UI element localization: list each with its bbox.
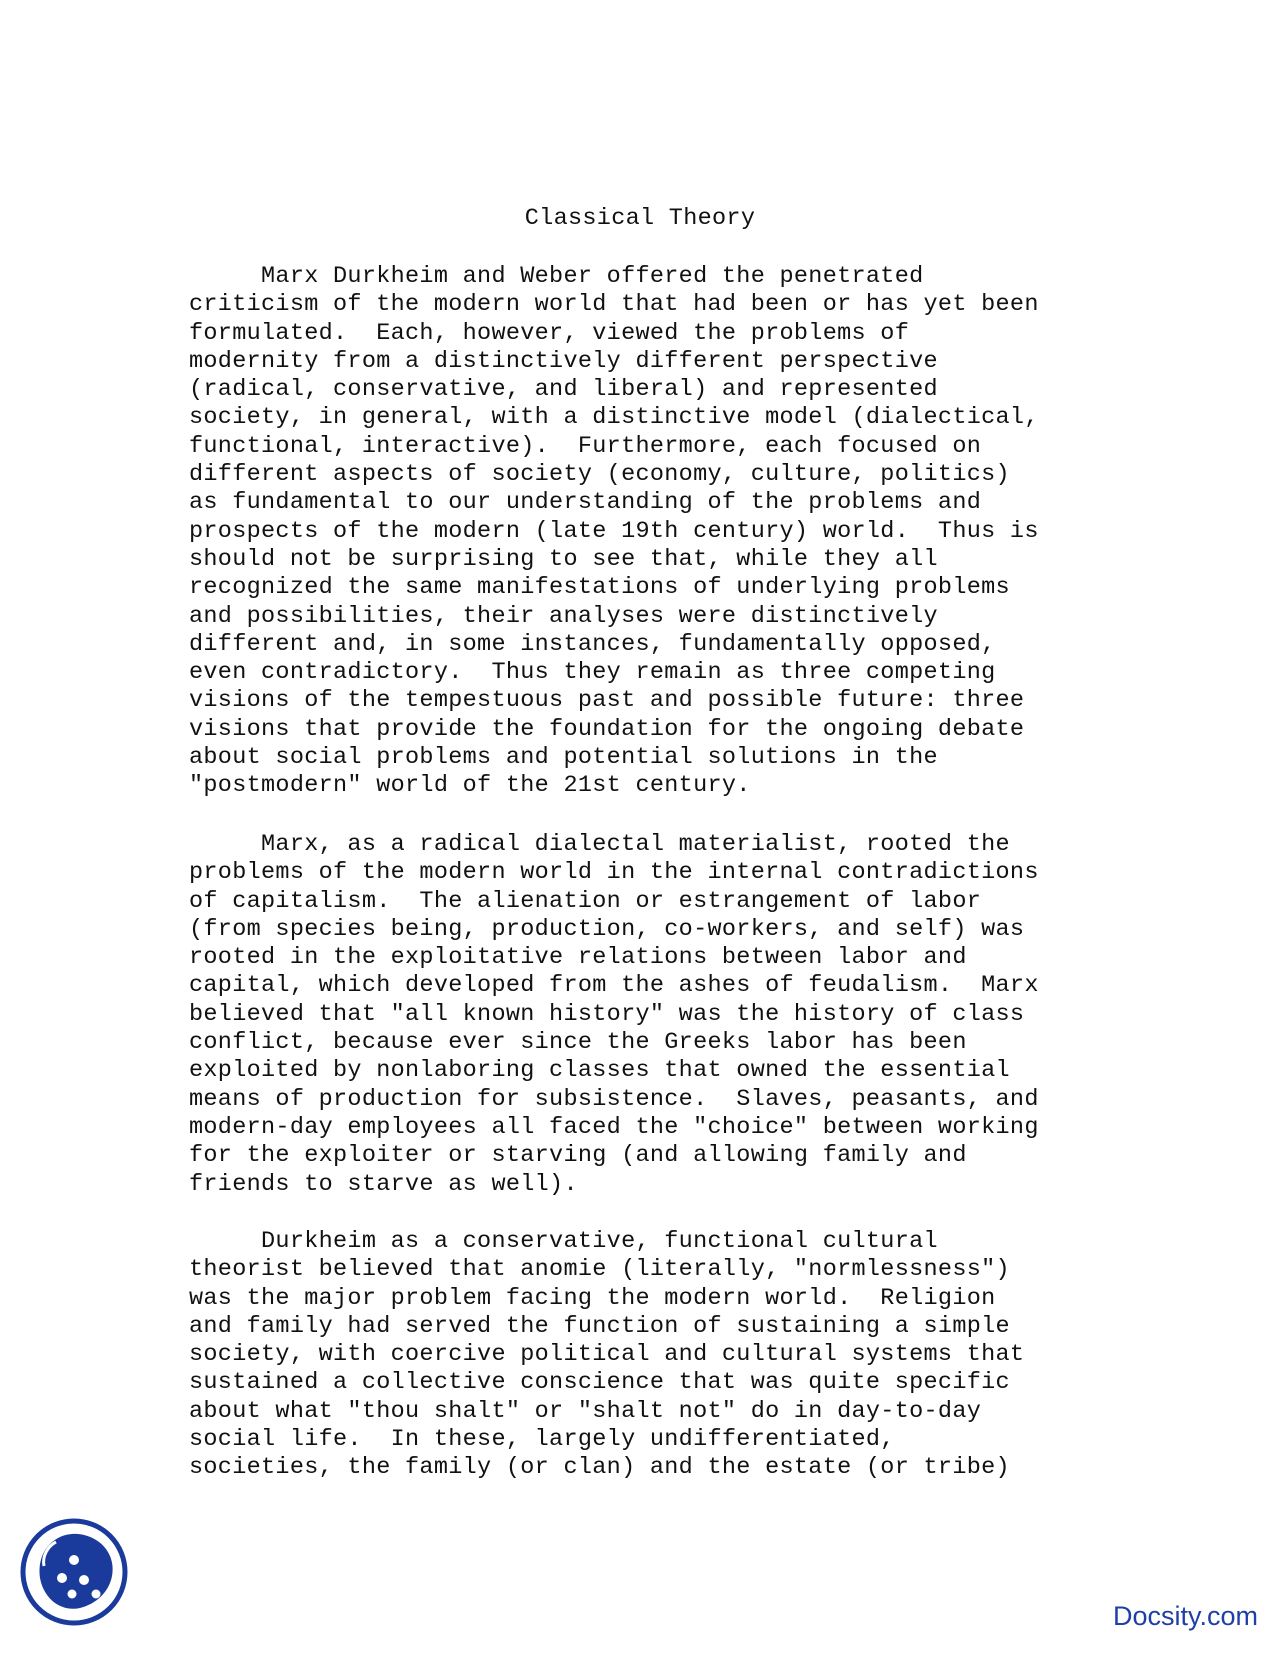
paragraph-2: Marx, as a radical dialectal materialist, rooted the problems of the modern world in the internal contradictions of capitalism. The alienation or estrangement of labor (from species being, production, co-workers, and self) was rooted in the exploitative relations between labor and capital, which developed from the ashes of feudalism. Marx believed that "all known history" was the history of class conflict, because ever since the Greeks labor has been exploited by nonlaboring classes that owned the essential means of production for subsistence. Slaves, peasants, and modern-day employees all faced the "choice" between working for the exploiter or starving (and allowing family and friends to starve as well). — [189, 831, 1039, 1198]
docsity-logo-icon[interactable] — [18, 1516, 130, 1628]
docsity-brand-link[interactable]: Docsity.com — [1112, 1601, 1258, 1631]
paragraph-3: Durkheim as a conservative, functional cultural theorist believed that anomie (literally, "normlessness") was the major problem facing the modern world. Religion and family had served the function of sustaining a simple society, with coercive political and cultural systems that sustained a collective conscience that was quite specific about what "thou shalt" or "shalt not" do in day-to-day social life. In these, largely undifferentiated, societies, the family (or clan) and the estate (or tribe) — [189, 1228, 1025, 1482]
logo-graphic — [18, 1516, 130, 1628]
document-title: Classical Theory — [524, 205, 756, 232]
paragraph-1: Marx Durkheim and Weber offered the penetrated criticism of the modern world that had been or has yet been formulated. Each, however, viewed the problems of modernity from a distinctively different perspective (radical, conservative, and liberal) and represented society, in general, with a distinctive model (dialectical, functional, interactive). Furthermore, each focused on different aspects of society (economy, culture, politics) as fundamental to our understanding of the problems and prospects of the modern (late 19th century) world. Thus is should not be surprising to see that, while they all recognized the same manifestations of underlying problems and possibilities, their analyses were distinctively different and, in some instances, fundamentally opposed, even contradictory. Thus they remain as three competing visions of the tempestuous past and possible future: three visions that provide the foundation for the ongoing debate about social problems and potential solutions in the "postmodern" world of the 21st century. — [189, 263, 1039, 800]
